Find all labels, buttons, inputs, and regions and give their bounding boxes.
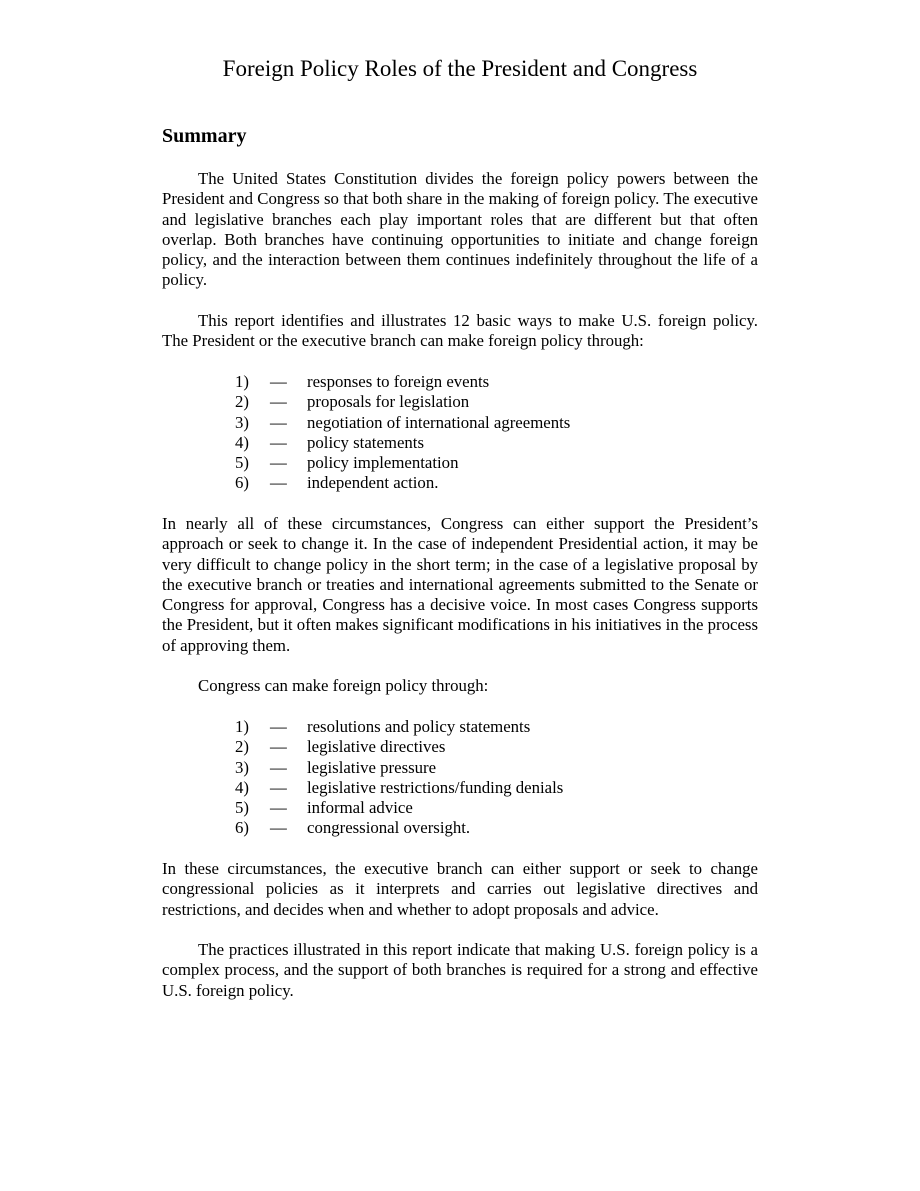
document-title: Foreign Policy Roles of the President and Congress bbox=[222, 56, 698, 81]
list-item-text: legislative pressure bbox=[307, 757, 437, 777]
list-item-dash: — bbox=[270, 473, 287, 493]
congress-policy-list bbox=[162, 717, 758, 839]
list-item bbox=[162, 758, 758, 778]
list-item-text: informal advice bbox=[307, 798, 413, 818]
list-item-number: 4) bbox=[235, 432, 249, 452]
list-item-text: policy implementation bbox=[307, 453, 459, 473]
list-item-number: 2) bbox=[235, 737, 249, 757]
paragraph-executive-response: In these circumstances, the executive branch can either support or seek to change congressional policies as it interprets and carries out legislative directives and restrictions, and decides when and whether to adopt proposals and advice. bbox=[162, 859, 758, 919]
list-item bbox=[162, 717, 758, 737]
executive-policy-list bbox=[162, 372, 758, 494]
paragraph-congress-support: In nearly all of these circumstances, Congress can either support the President’s approach or seek to change it. In the case of independent Presidential action, it may be very difficult to change policy in the short term; in the case of a legislative proposal by the executive branch or treaties and international agreements submitted to the Senate or Congress for approval, Congress has a decisive voice. In most cases Congress supports the President, but it often makes significant modifications in his initiatives in the process of approving them. bbox=[162, 514, 758, 655]
list-item-number: 1) bbox=[235, 717, 249, 736]
list-item-text: legislative restrictions/funding denials bbox=[307, 777, 564, 797]
list-item-dash: — bbox=[270, 392, 287, 412]
paragraph-constitution: The United States Constitution divides the foreign policy powers between the President and Congress so that both share in the making of foreign policy. The executive and legislative branches each play important roles that are different but that often overlap. Both branches have continuing opportunities to initiate and change foreign policy, and the interaction between them continues indefinitely throughout the life of a policy. bbox=[162, 169, 758, 290]
list-item-number: 5) bbox=[235, 798, 249, 818]
list-item bbox=[162, 372, 758, 392]
paragraph-report-intro: This report identifies and illustrates 12 basic ways to make U.S. foreign policy. The President or the executive branch can make foreign policy through: bbox=[162, 311, 758, 351]
list-item-dash: — bbox=[270, 432, 287, 452]
list-item-text: legislative directives bbox=[307, 737, 446, 757]
list-item-text: resolutions and policy statements bbox=[307, 717, 531, 736]
list-item bbox=[162, 413, 758, 433]
list-item-dash: — bbox=[270, 717, 287, 736]
list-item-number: 2) bbox=[235, 392, 249, 412]
list-item-dash: — bbox=[270, 412, 287, 432]
list-item-text: negotiation of international agreements bbox=[307, 412, 571, 432]
list-item-dash: — bbox=[270, 453, 287, 473]
list-item-number: 6) bbox=[235, 473, 249, 493]
list-item-dash: — bbox=[270, 757, 287, 777]
list-item bbox=[162, 392, 758, 412]
list-item-dash: — bbox=[270, 798, 287, 818]
list-item-dash: — bbox=[270, 818, 287, 838]
list-item bbox=[162, 737, 758, 757]
list-item-dash: — bbox=[270, 777, 287, 797]
section-heading: Summary bbox=[162, 125, 247, 147]
list-item-number: 3) bbox=[235, 412, 249, 432]
paragraph-congress-intro: Congress can make foreign policy through: bbox=[198, 676, 489, 695]
list-item-number: 4) bbox=[235, 777, 249, 797]
list-item-number: 3) bbox=[235, 757, 249, 777]
list-item bbox=[162, 778, 758, 798]
list-item bbox=[162, 433, 758, 453]
list-item-text: responses to foreign events bbox=[307, 372, 490, 391]
paragraph-conclusion: The practices illustrated in this report indicate that making U.S. foreign policy is a complex process, and the support of both branches is required for a strong and effective U.S. foreign policy. bbox=[162, 940, 758, 1000]
list-item bbox=[162, 818, 758, 838]
list-item-dash: — bbox=[270, 372, 287, 391]
list-item-dash: — bbox=[270, 737, 287, 757]
list-item bbox=[162, 798, 758, 818]
list-item-text: policy statements bbox=[307, 432, 424, 452]
list-item-number: 5) bbox=[235, 453, 249, 473]
list-item-number: 1) bbox=[235, 372, 249, 391]
list-item-text: congressional oversight. bbox=[307, 818, 471, 838]
list-item bbox=[162, 473, 758, 493]
list-item-number: 6) bbox=[235, 818, 249, 838]
list-item bbox=[162, 453, 758, 473]
list-item-text: proposals for legislation bbox=[307, 392, 470, 412]
list-item-text: independent action. bbox=[307, 473, 439, 493]
